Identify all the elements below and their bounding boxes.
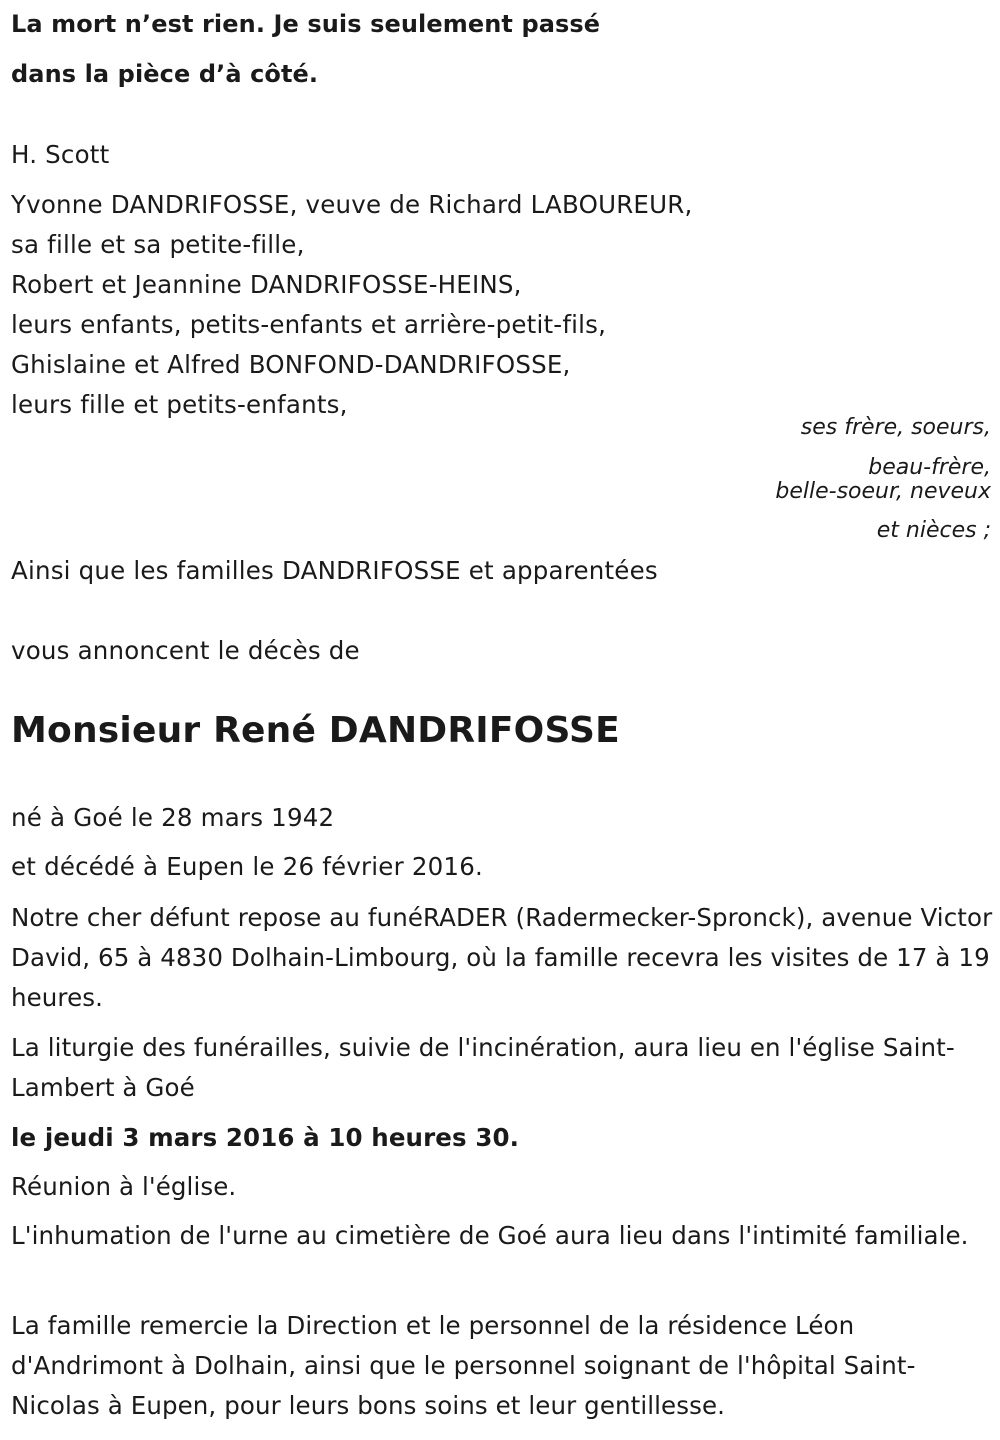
family-line: leurs enfants, petits-enfants et arrière-petit-fils,: [11, 310, 607, 339]
burial-paragraph: L'inhumation de l'urne au cimetière de Goé aura lieu dans l'intimité familiale.: [11, 1221, 969, 1250]
relation-line: belle-soeur, neveux: [775, 479, 991, 504]
other-families: Ainsi que les familles DANDRIFOSSE et apparentées: [11, 556, 658, 585]
family-line: sa fille et sa petite-fille,: [11, 230, 305, 259]
quote-line-2: dans la pièce d’à côté.: [11, 60, 319, 88]
birth-line: né à Goé le 28 mars 1942: [11, 803, 335, 832]
meeting-paragraph: Réunion à l'église.: [11, 1172, 237, 1201]
family-line: Yvonne DANDRIFOSSE, veuve de Richard LABOUREUR,: [11, 190, 693, 219]
thanks-paragraph: La famille remercie la Direction et le personnel de la résidence Léon d'Andrimont à Dolhain, ainsi que le personnel soignant de l'hôpital Saint-Nicolas à Eupen, pour leurs bons soins et leur gentillesse.: [11, 1311, 916, 1420]
relation-line: ses frère, soeurs,: [800, 415, 991, 440]
repose-paragraph: Notre cher défunt repose au funéRADER (Radermecker-Spronck), avenue Victor David, 65 à 4830 Dolhain-Limbourg, où la famille recevra les visites de 17 à 19 heures.: [11, 903, 993, 1012]
death-line: et décédé à Eupen le 26 février 2016.: [11, 852, 483, 881]
deceased-name: Monsieur René DANDRIFOSSE: [11, 710, 620, 751]
quote-author: H. Scott: [11, 140, 110, 169]
liturgy-paragraph: La liturgie des funérailles, suivie de l'incinération, aura lieu en l'église Saint-Lambert à Goé: [11, 1033, 955, 1102]
announcement: vous annoncent le décès de: [11, 636, 360, 665]
family-line: Ghislaine et Alfred BONFOND-DANDRIFOSSE,: [11, 350, 571, 379]
relation-line: et nièces ;: [876, 518, 991, 543]
relation-line: beau-frère,: [868, 455, 991, 480]
ceremony-date: le jeudi 3 mars 2016 à 10 heures 30.: [11, 1123, 520, 1152]
family-line: Robert et Jeannine DANDRIFOSSE-HEINS,: [11, 270, 522, 299]
quote-line-1: La mort n’est rien. Je suis seulement passé: [11, 10, 601, 38]
family-line: leurs fille et petits-enfants,: [11, 390, 348, 419]
